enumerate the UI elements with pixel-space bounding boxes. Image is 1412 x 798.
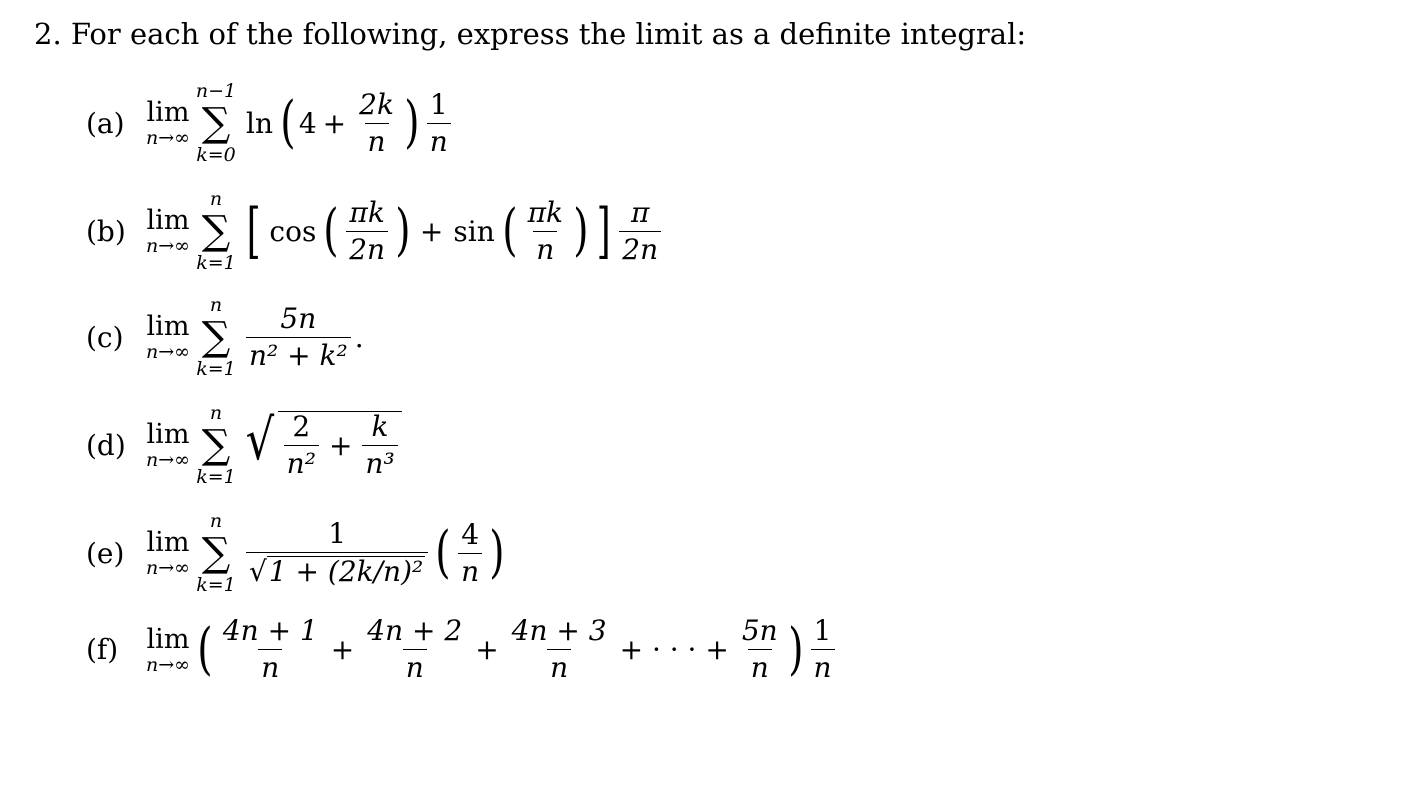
limit-operator: lim n→∞ — [146, 419, 190, 471]
item-d — [86, 402, 402, 488]
sigma-icon: ∑ — [201, 100, 231, 146]
trailing-period: . — [354, 320, 364, 354]
left-paren: ( — [323, 198, 339, 263]
right-paren: ) — [489, 520, 505, 585]
fraction: $\frac{2k}{n}$ — [359, 87, 394, 158]
item-label: (b) — [86, 214, 126, 248]
item-c — [86, 294, 364, 380]
summation: n−1 ∑ k=0 — [195, 80, 237, 166]
left-paren: ( — [502, 198, 518, 263]
summation: n ∑ k=1 — [196, 294, 236, 380]
item-label: (c) — [86, 320, 124, 354]
fraction: $\frac{k}{\text{n³}}$ — [362, 412, 397, 479]
item-e — [86, 510, 508, 596]
left-paren: ( — [280, 90, 296, 155]
fraction: $\frac{1}{n}$ — [427, 90, 451, 157]
left-paren: ( — [435, 520, 451, 585]
fraction: $\frac{\pi k}{n}$ — [527, 195, 563, 266]
left-paren: ( — [197, 616, 213, 682]
fraction: $\frac{4n + 1}{n}$ — [222, 614, 318, 684]
summation: n ∑ k=1 — [196, 510, 236, 596]
fraction: $\frac{4}{n}$ — [458, 520, 482, 587]
fraction: $\frac{4n + 2}{n}$ — [367, 614, 463, 684]
limit-operator: lim n→∞ — [146, 623, 190, 676]
limit-operator: lim n→∞ — [146, 97, 190, 149]
square-root: √ 1 + (2k/n)² — [248, 555, 424, 588]
sigma-icon: ∑ — [201, 314, 231, 360]
right-paren: ) — [787, 616, 804, 682]
plus-sign: + — [322, 106, 347, 140]
right-bracket: ] — [596, 196, 611, 266]
problem-heading: 2. For each of the following, express the limit as a definite integral: — [34, 17, 1027, 51]
fraction: 1 √ 1 + (2k/n)² — [246, 519, 428, 587]
plus-sign: + — [330, 633, 355, 666]
radical-icon: √ — [248, 555, 267, 588]
right-paren: ) — [573, 198, 589, 263]
ellipsis: + · · · + — [619, 633, 729, 666]
item-f — [86, 616, 839, 683]
fraction: $\frac{\pi k}{2n}$ — [346, 198, 388, 265]
fraction: $\frac{1}{n}$ — [811, 616, 835, 683]
plus-sign: + — [475, 633, 499, 666]
plus-sign: + — [328, 429, 353, 462]
limit-operator: lim n→∞ — [146, 205, 190, 257]
item-label: (d) — [86, 428, 126, 462]
item-label: (a) — [86, 106, 125, 140]
left-bracket: [ — [246, 196, 261, 266]
item-label: (f) — [86, 633, 119, 666]
fraction: $\frac{2}{\text{n²}}$ — [284, 412, 319, 479]
radicand — [278, 411, 402, 479]
sigma-icon: ∑ — [201, 208, 231, 254]
sigma-icon: ∑ — [201, 422, 231, 468]
right-paren: ) — [395, 198, 411, 263]
fraction: $\frac{\pi}{2n}$ — [619, 198, 661, 265]
function-name: cos — [269, 214, 317, 248]
constant: 4 — [298, 106, 317, 140]
radical-icon: √ — [245, 408, 275, 473]
fraction: $\frac{5n}{n}$ — [741, 614, 778, 684]
fraction: $\frac{5n}{\text{n² + k²}}$ — [246, 304, 351, 371]
limit-operator: lim n→∞ — [146, 311, 190, 363]
item-b — [86, 188, 665, 274]
square-root — [242, 408, 402, 480]
function-name: sin — [453, 214, 495, 248]
summation: n ∑ k=1 — [196, 402, 236, 488]
plus-sign: + — [419, 214, 444, 248]
summation: n ∑ k=1 — [196, 188, 236, 274]
function-name: ln — [245, 106, 273, 140]
fraction: $\frac{4n + 3}{n}$ — [511, 614, 607, 684]
limit-operator: lim n→∞ — [146, 527, 190, 579]
right-paren: ) — [404, 90, 420, 155]
item-a — [86, 80, 455, 166]
sigma-icon: ∑ — [201, 530, 231, 576]
item-label: (e) — [86, 536, 125, 570]
